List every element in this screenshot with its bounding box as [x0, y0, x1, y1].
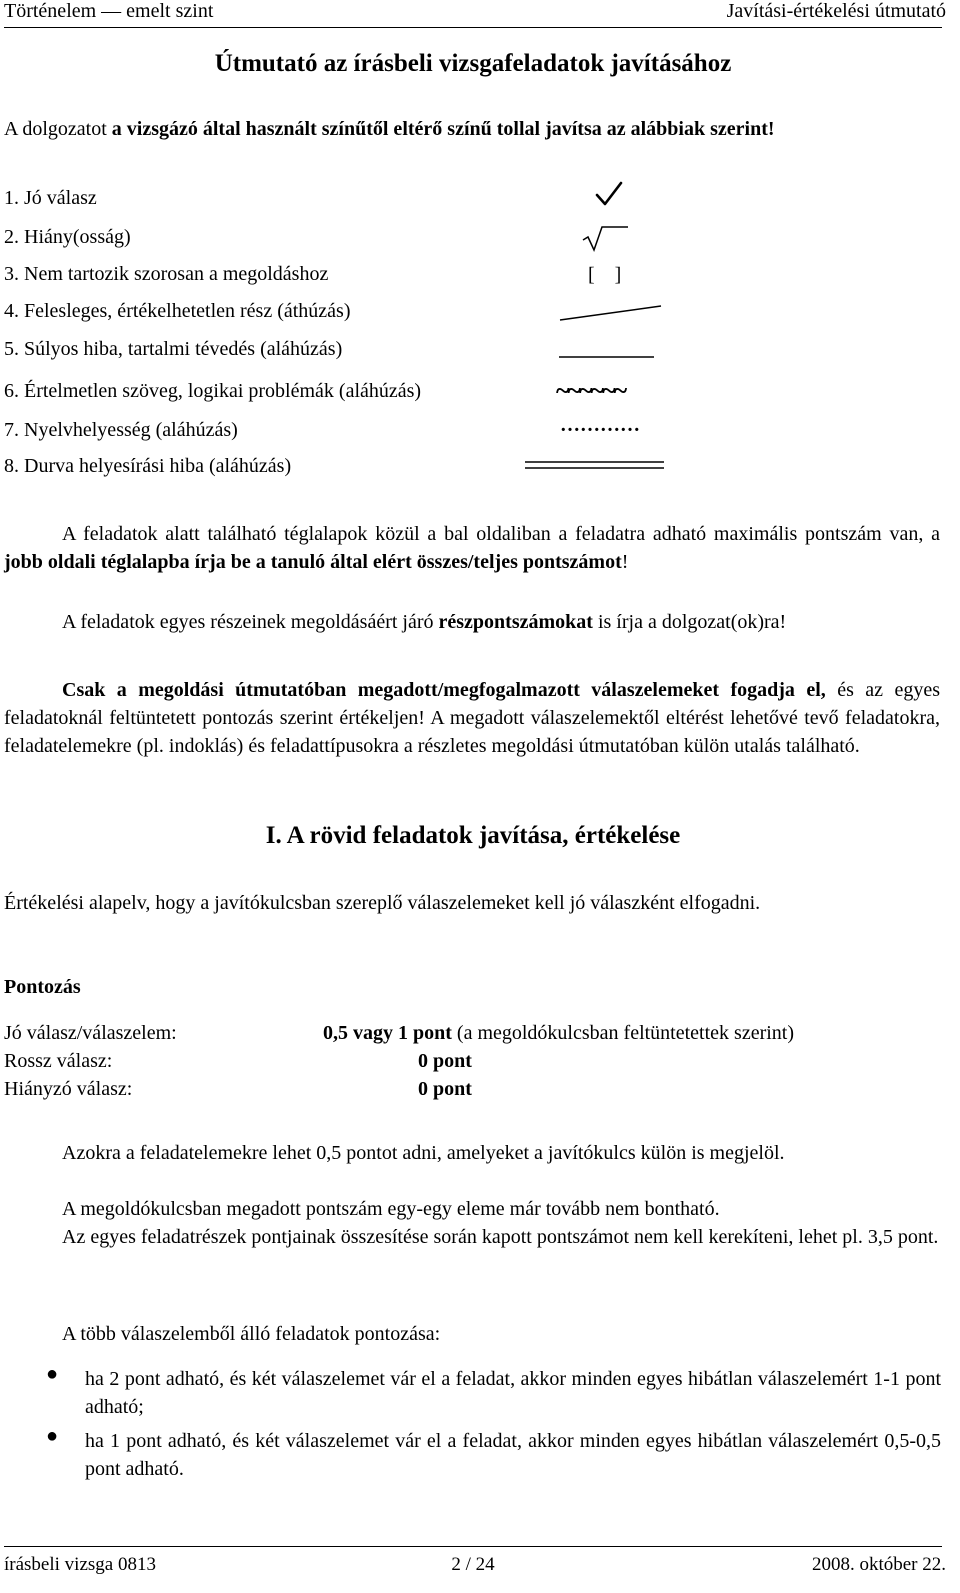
scoring-value-correct: 0,5 vagy 1 pont (a megoldókulcsban feltüntetettek szerint)	[323, 1022, 795, 1044]
scoring-value-wrong: 0 pont	[418, 1050, 472, 1072]
legend-item-6: 6. Értelmetlen szöveg, logikai problémák (aláhúzás)	[4, 380, 422, 402]
legend-item-2: 2. Hiány(osság)	[4, 226, 131, 248]
legend-item-8: 8. Durva helyesírási hiba (aláhúzás)	[4, 455, 292, 477]
dotted-underline-icon: …………	[560, 414, 640, 436]
intro-paragraph	[4, 114, 940, 144]
underline-icon	[558, 354, 656, 360]
header-rule	[4, 27, 942, 28]
bullet-item: ha 1 pont adható, és két válaszelemet vár el a feladat, akkor minden egyes hibátlan válaszelemért 0,5-0,5 pont adható.	[85, 1430, 941, 1480]
bullet-item: ha 2 pont adható, és két válaszelemet vár el a feladat, akkor minden egyes hibátlan válaszelemért 1-1 pont adható;	[85, 1368, 941, 1418]
scoring-heading: Pontozás	[4, 976, 81, 998]
scoring-label-wrong: Rossz válasz:	[4, 1050, 113, 1072]
bullet-dot: ●	[46, 1425, 59, 1447]
rounding-paragraph: Az egyes feladatrészek pontjainak összesítése során kapott pontszámot nem kell kerekíteni, lehet pl. 3,5 pont.	[62, 1226, 939, 1248]
brackets-icon: [ ]	[588, 264, 622, 286]
legend-item-4: 4. Felesleges, értékelhetetlen rész (áthúzás)	[4, 300, 351, 322]
half-point-paragraph: Azokra a feladatelemekre lehet 0,5 pontot adni, amelyeket a javítókulcs külön is megjelöl.	[62, 1142, 785, 1164]
legend-item-1: 1. Jó válasz	[4, 187, 97, 209]
page-number: 2 / 24	[451, 1554, 495, 1575]
section-title: I. A rövid feladatok javítása, értékelése	[265, 822, 681, 849]
scoring-value-missing: 0 pont	[418, 1078, 472, 1100]
wavy-underline-icon: ~~~~~~	[556, 376, 626, 405]
footer-left: írásbeli vizsga 0813	[4, 1554, 156, 1575]
header-left: Történelem — emelt szint	[4, 0, 214, 22]
scoring-label-missing: Hiányzó válasz:	[4, 1078, 133, 1100]
intro-bold-text: a vizsgázó által használt színűtől eltérő színű tollal javítsa az alábbiak szerint!	[111, 118, 775, 140]
legend-item-3: 3. Nem tartozik szorosan a megoldáshoz	[4, 263, 329, 285]
principle-paragraph: Értékelési alapelv, hogy a javítókulcsban szereplő válaszelemeket kell jó válaszként elfogadni.	[4, 892, 761, 914]
instruction-paragraph-2: A feladatok egyes részeinek megoldásáért járó részpontszámokat is írja a dolgozat(ok)ra!	[62, 611, 787, 633]
legend-item-7: 7. Nyelvhelyesség (aláhúzás)	[4, 419, 238, 441]
indivisible-paragraph: A megoldókulcsban megadott pontszám egy-egy eleme már tovább nem bontható.	[62, 1198, 720, 1220]
scoring-label-correct: Jó válasz/válaszelem:	[4, 1022, 177, 1044]
bullet-dot: ●	[46, 1363, 59, 1385]
page-title: Útmutató az írásbeli vizsgafeladatok javításához	[214, 50, 732, 77]
checkmark-icon	[594, 180, 624, 208]
footer-rule	[4, 1546, 942, 1547]
instruction-paragraph-3: Csak a megoldási útmutatóban megadott/megfogalmazott válaszelemeket fogadja el, és az egyes feladatoknál feltüntetett pontozás szerint értékeljen! A megadott válaszelemektől eltérést lehetővé tevő feladatokra, feladatelemekre (pl. indoklás) és feladattípusokra a részletes megoldási útmutatóban külön utalás található.	[4, 679, 940, 757]
footer-right: 2008. október 22.	[811, 1554, 946, 1575]
double-underline-icon	[524, 458, 666, 472]
instruction-paragraph-1: A feladatok alatt található téglalapok közül a bal oldaliban a feladatra adható maximális pontszám van, a jobb oldali téglalapba írja be a tanuló által elért összes/teljes pontszámot!	[4, 523, 940, 573]
multi-element-heading: A több válaszelemből álló feladatok pontozása:	[62, 1323, 441, 1345]
root-sign-icon	[580, 224, 632, 254]
intro-text: A dolgozatot	[4, 118, 112, 140]
legend-item-5: 5. Súlyos hiba, tartalmi tévedés (aláhúzás)	[4, 338, 343, 360]
strikethrough-line-icon	[558, 302, 664, 324]
header-right: Javítási-értékelési útmutató	[726, 0, 946, 22]
